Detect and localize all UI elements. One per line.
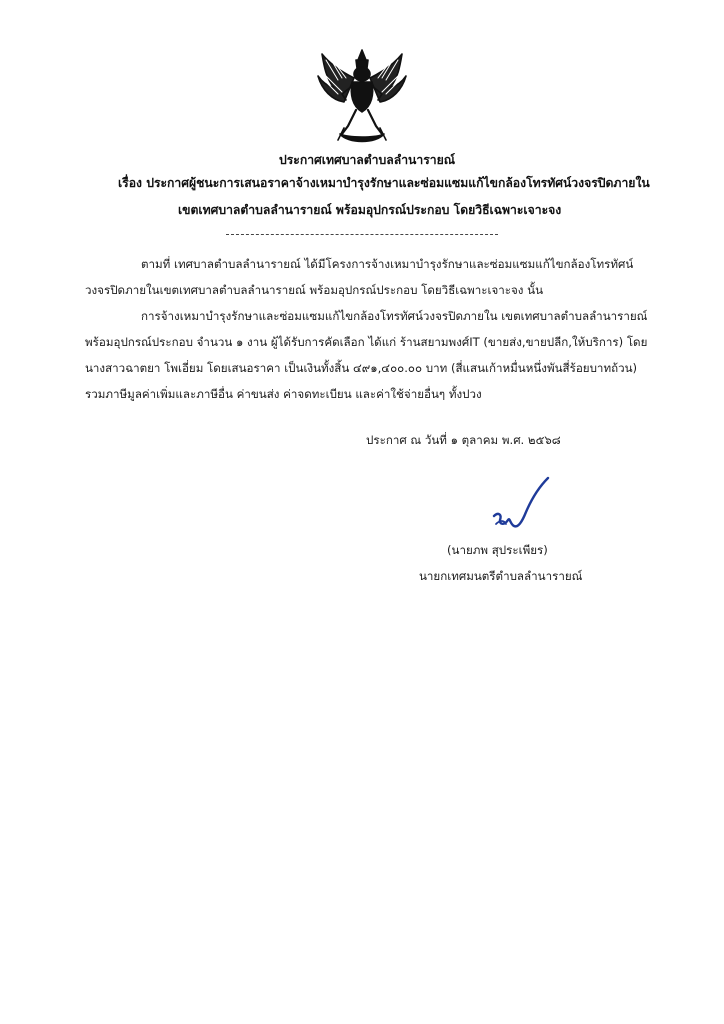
signer-title: นายกเทศมนตรีตำบลลำนารายณ์ [419, 569, 583, 583]
announcement-heading: ประกาศเทศบาลตำบลลำนารายณ์ [279, 153, 456, 167]
body-line: การจ้างเหมาบำรุงรักษาและซ่อมแซมแก้ไขกล้องโทรทัศน์วงจรปิดภายใน เขตเทศบาลตำบลลำนารายณ์ [141, 309, 648, 323]
announcement-date: ประกาศ ณ วันที่ ๑ ตุลาคม พ.ศ. ๒๕๖๘ [366, 433, 561, 447]
handwritten-signature-icon [486, 474, 556, 536]
signer-name: (นายภพ สุประเพียร) [447, 543, 548, 557]
garuda-emblem-icon [314, 48, 410, 148]
subject-line-1: เรื่อง ประกาศผู้ชนะการเสนอราคาจ้างเหมาบำรุงรักษาและซ่อมแซมแก้ไขกล้องโทรทัศน์วงจรปิดภายใน [118, 176, 650, 190]
body-line: พร้อมอุปกรณ์ประกอบ จำนวน ๑ งาน ผู้ได้รับการคัดเลือก ได้แก่ ร้านสยามพงศ์IT (ขายส่ง,ขายปลีก,ให้บริการ) โดย [85, 335, 648, 349]
divider-line [226, 234, 498, 235]
body-line: ตามที่ เทศบาลตำบลลำนารายณ์ ได้มีโครงการจ้างเหมาบำรุงรักษาและซ่อมแซมแก้ไขกล้องโทรทัศน์ [141, 257, 634, 271]
subject-line-2: เขตเทศบาลตำบลลำนารายณ์ พร้อมอุปกรณ์ประกอบ โดยวิธีเฉพาะเจาะจง [178, 203, 562, 217]
body-line: วงจรปิดภายในเขตเทศบาลตำบลลำนารายณ์ พร้อมอุปกรณ์ประกอบ โดยวิธีเฉพาะเจาะจง นั้น [85, 283, 543, 297]
body-line: รวมภาษีมูลค่าเพิ่มและภาษีอื่น ค่าขนส่ง ค่าจดทะเบียน และค่าใช้จ่ายอื่นๆ ทั้งปวง [85, 387, 482, 401]
body-line: นางสาวฉาตยา โพเอี่ยม โดยเสนอราคา เป็นเงินทั้งสิ้น ๔๙๑,๔๐๐.๐๐ บาท (สี่แสนเก้าหมื่นหนึ่งพันสี่ร้อยบาทถ้วน) [85, 361, 638, 375]
